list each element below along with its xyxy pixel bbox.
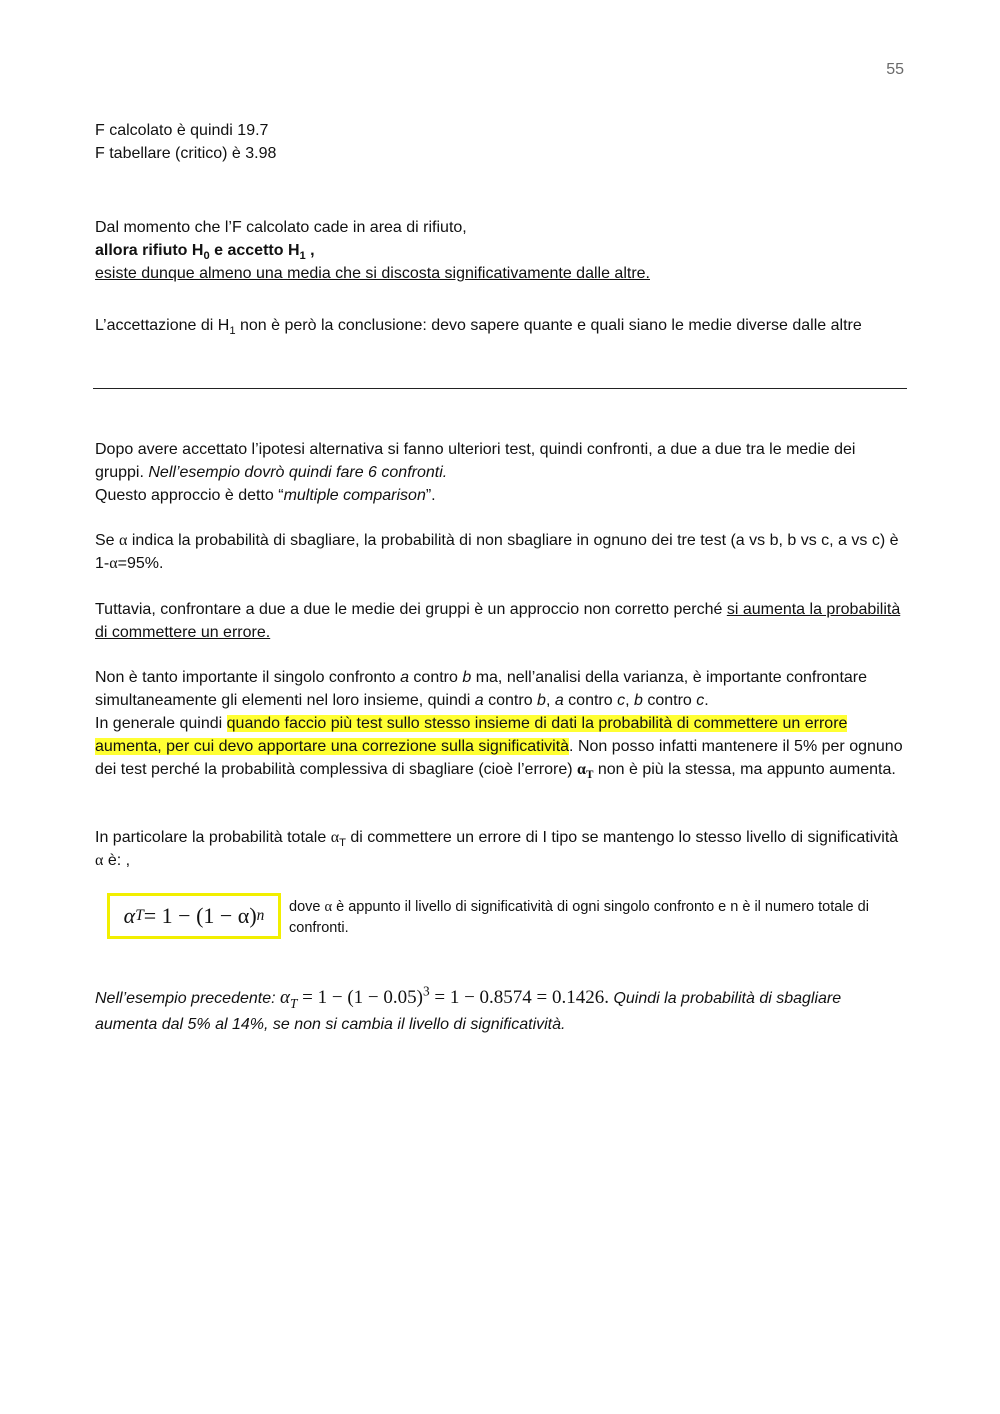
decision-paragraph: [95, 216, 907, 285]
decision-bold: allora rifiuto $H_0$ e accetto $H_1$ ,: [95, 242, 315, 263]
tuttavia-paragraph: Tuttavia, confrontare a due a due le medie dei gruppi è un approccio non corretto perché si aumenta la probabilità di commettere un errore.: [95, 601, 901, 641]
multiple-comparison-paragraph: Dopo avere accettato l’ipotesi alternativa si fanno ulteriori test, quindi confronti, a due a due tra le medie dei gruppi. Nell’esempio dovrò quindi fare 6 confronti. Questo approccio è detto “multiple comparison”.: [95, 441, 856, 504]
generale-text: In generale quindi quando faccio più test sullo stesso insieme di dati la probabilità di commettere un errore aumenta, per cui devo apportare una correzione sulla significatività. Non posso infatti mantenere il 5% per ognuno dei test perché la probabilità complessiva di sbagliare (cioè l’errore) $\alpha_T$ non è più la stessa, ma appunto aumenta.: [95, 715, 903, 782]
f-critical: F tabellare (critico) è 3.98: [95, 145, 277, 162]
section-divider: [93, 388, 907, 389]
decision-underline: esiste dunque almeno una media che si discosta significativamente dalle altre.: [95, 265, 650, 282]
example-paragraph: Nell’esempio precedente: $\alpha_T = 1 - (1 - 0.05)^3 = 1 - 0.8574 = 0.1426$. Quindi la probabilità di sbagliare aumenta dal 5% al 14%, se non si cambia il livello di significatività.: [95, 983, 842, 1033]
particolare-paragraph: In particolare la probabilità totale $\alpha_T$ di commettere un errore di I tipo se mantengo lo stesso livello di significatività α è: ,: [95, 829, 899, 869]
formula-description: dove α è appunto il livello di significatività di ogni singolo confronto e n è il numero totale di confronti.: [289, 899, 869, 936]
f-calculated: F calcolato è quindi 19.7: [95, 122, 269, 139]
confronto-paragraph: Non è tanto importante il singolo confronto a contro b ma, nell’analisi della varianza, è importante confrontare simultaneamente gli elementi nel loro insieme, quindi a contro b, a contro c, b contro c. In generale quindi quando faccio più test sullo stesso insieme di dati la probabilità di commettere un errore aumenta, per cui devo apportare una correzione sulla significatività. Non posso infatti mantenere il 5% per ognuno dei test perché la probabilità complessiva di sbagliare (cioè l’errore) $\alpha_T$ non è più la stessa, ma appunto aumenta.: [95, 669, 903, 782]
acceptance-paragraph: L’accettazione di $H_1$ non è però la conclusione: devo sapere quante e quali siano le medie diverse dalle altre: [95, 317, 862, 338]
f-values: [95, 119, 907, 165]
decision-intro: Dal momento che l’F calcolato cade in area di rifiuto,: [95, 219, 467, 236]
highlighted-text: quando faccio più test sullo stesso insieme di dati la probabilità di commettere un errore aumenta, per cui devo apportare una correzione sulla significatività: [95, 715, 848, 755]
example-formula: $\alpha_T = 1 - (1 - 0.05)^3 = 1 - 0.8574 = 0.1426$.: [280, 983, 610, 1011]
formula-box: α T = 1 − (1 − α) n: [107, 893, 281, 939]
alpha-t-symbol: $\alpha_T$: [577, 761, 594, 782]
alpha-paragraph: Se α indica la probabilità di sbagliare, la probabilità di non sbagliare in ognuno dei tre test (a vs b, b vs c, a vs c) è 1-α=95%.: [95, 532, 899, 572]
page-number: 55: [886, 61, 904, 78]
